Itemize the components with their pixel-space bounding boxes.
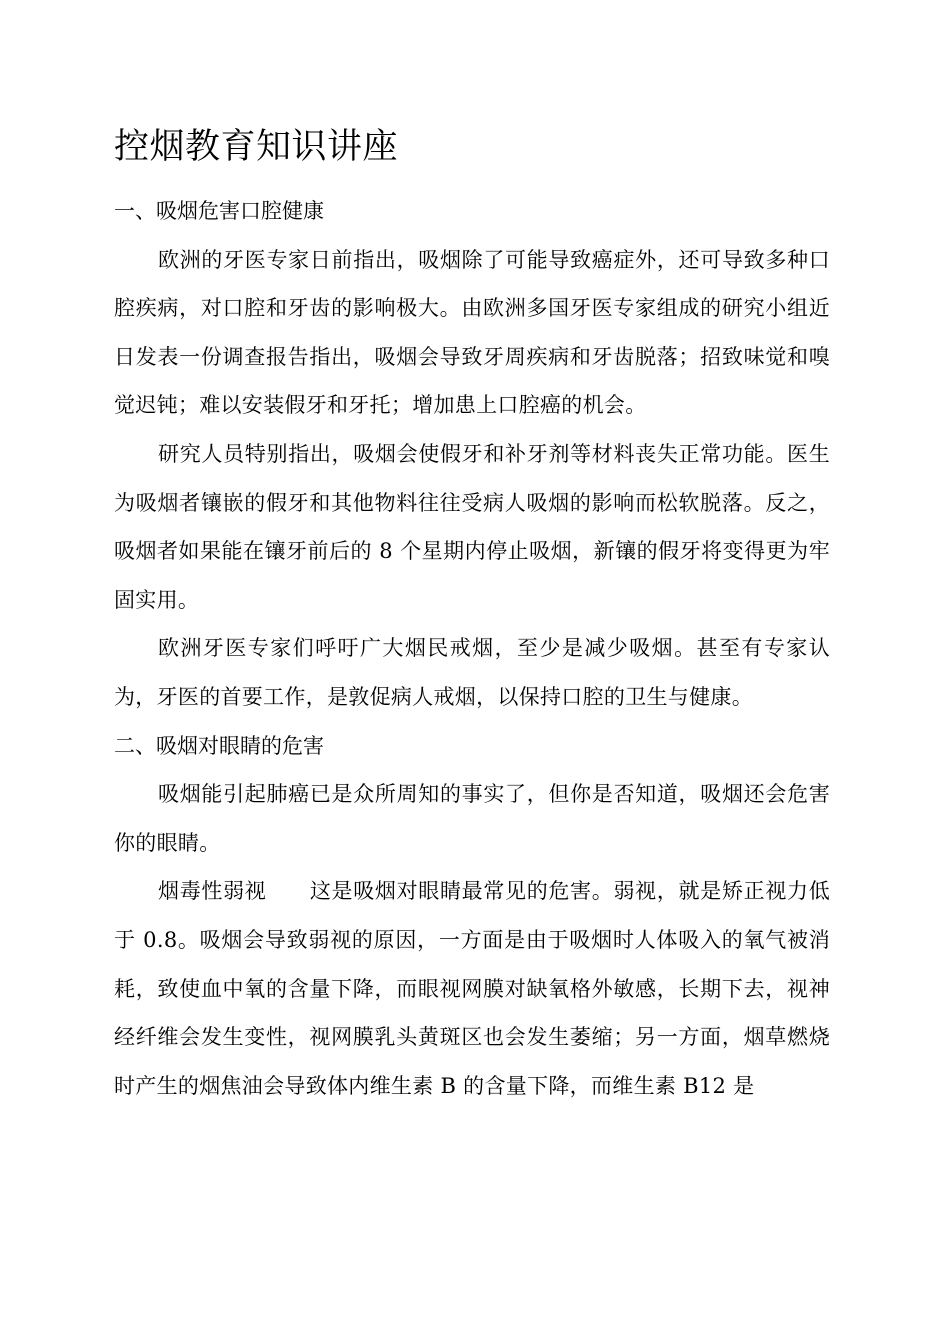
section-oral-health [114, 187, 830, 722]
paragraph: 吸烟能引起肺癌已是众所周知的事实了，但你是否知道，吸烟还会危害你的眼睛。 [114, 782, 830, 855]
paragraph: 欧洲牙医专家们呼吁广大烟民戒烟，至少是减少吸烟。甚至有专家认为，牙医的首要工作，是敦促病人戒烟，以保持口腔的卫生与健康。 [114, 636, 830, 709]
section-heading: 二、吸烟对眼睛的危害 [114, 733, 324, 758]
paragraph: 研究人员特别指出，吸烟会使假牙和补牙剂等材料丧失正常功能。医生为吸烟者镶嵌的假牙和其他物料往往受病人吸烟的影响而松软脱落。反之，吸烟者如果能在镶牙前后的 8 个星期内停止吸烟，新镶的假牙将变得更为牢固实用。 [114, 441, 830, 612]
paragraph: 欧洲的牙医专家日前指出，吸烟除了可能导致癌症外，还可导致多种口腔疾病，对口腔和牙齿的影响极大。由欧洲多国牙医专家组成的研究小组近日发表一份调查报告指出，吸烟会导致牙周疾病和牙齿脱落；招致味觉和嗅觉迟钝；难以安装假牙和牙托；增加患上口腔癌的机会。 [114, 247, 830, 418]
document-body [114, 187, 830, 1110]
paragraph: 烟毒性弱视 这是吸烟对眼睛最常见的危害。弱视，就是矫正视力低于 0.8。吸烟会导致弱视的原因，一方面是由于吸烟时人体吸入的氧气被消耗，致使血中氧的含量下降，而眼视网膜对缺氧格外敏感，长期下去，视神经纤维会发生变性，视网膜乳头黄斑区也会发生萎缩；另一方面，烟草燃烧时产生的烟焦油会导致体内维生素 B 的含量下降，而维生素 B12 是 [114, 879, 830, 1098]
section-eye-health [114, 722, 830, 1111]
section-heading: 一、吸烟危害口腔健康 [114, 199, 324, 223]
document-title: 控烟教育知识讲座 [114, 127, 399, 167]
